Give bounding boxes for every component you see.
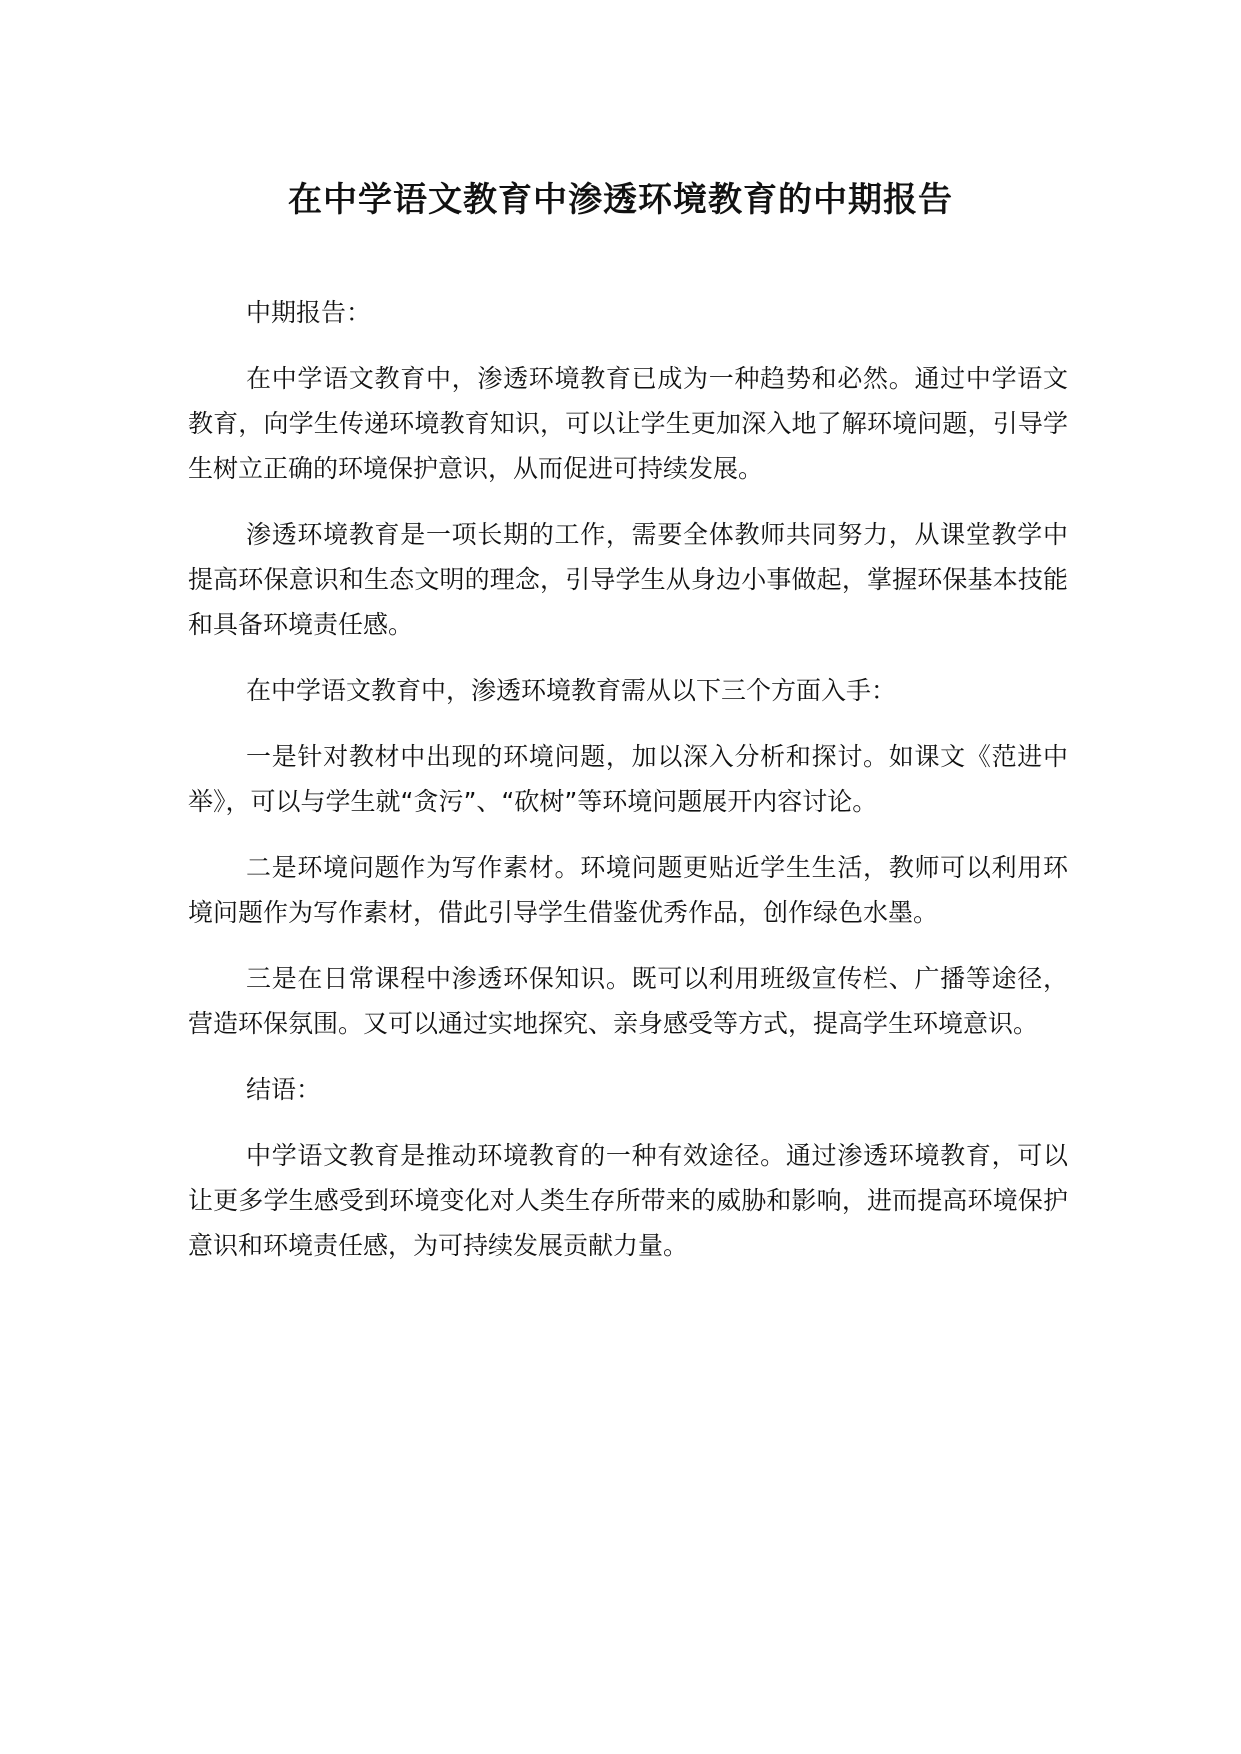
paragraph-aspect-two: 二是环境问题作为写作素材。环境问题更贴近学生生活，教师可以利用环境问题作为写作素材，借此引导学生借鉴优秀作品，创作绿色水墨。 <box>188 853 1068 927</box>
section-heading-conclusion: 结语： <box>246 1075 322 1104</box>
paragraph-three-aspects: 在中学语文教育中，渗透环境教育需从以下三个方面入手： <box>246 676 897 705</box>
paragraph-conclusion: 中学语文教育是推动环境教育的一种有效途径。通过渗透环境教育，可以让更多学生感受到环境变化对人类生存所带来的威胁和影响，进而提高环境保护意识和环境责任感，为可持续发展贡献力量。 <box>188 1141 1068 1260</box>
paragraph-long-term-work: 渗透环境教育是一项长期的工作，需要全体教师共同努力，从课堂教学中提高环保意识和生态文明的理念，引导学生从身边小事做起，掌握环保基本技能和具备环境责任感。 <box>188 520 1068 639</box>
paragraph-aspect-three: 三是在日常课程中渗透环保知识。既可以利用班级宣传栏、广播等途径，营造环保氛围。又可以通过实地探究、亲身感受等方式，提高学生环境意识。 <box>188 964 1068 1038</box>
paragraph-intro: 在中学语文教育中，渗透环境教育已成为一种趋势和必然。通过中学语文教育，向学生传递环境教育知识，可以让学生更加深入地了解环境问题，引导学生树立正确的环境保护意识，从而促进可持续发展。 <box>188 364 1068 483</box>
document-title: 在中学语文教育中渗透环境教育的中期报告 <box>288 180 953 220</box>
section-heading-midterm: 中期报告： <box>246 298 372 327</box>
document-body <box>188 290 1068 1289</box>
paragraph-aspect-one: 一是针对教材中出现的环境问题，加以深入分析和探讨。如课文《范进中举》，可以与学生就“贪污”、“砍树”等环境问题展开内容讨论。 <box>188 742 1068 816</box>
